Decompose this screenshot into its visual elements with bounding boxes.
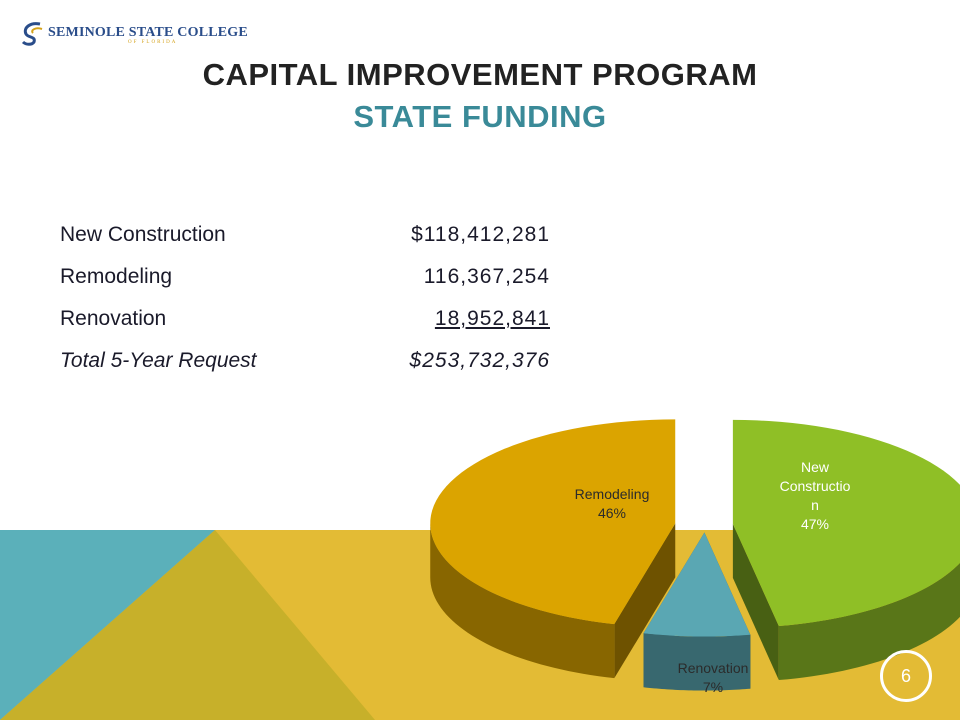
college-name: SEMINOLE STATE COLLEGE [48,25,248,40]
pie-label-line: n [811,497,819,513]
funding-amount: 116,367,254 [423,265,550,288]
funding-label: Total 5-Year Request [60,349,257,372]
funding-amount: $253,732,376 [409,349,550,372]
funding-label: Remodeling [60,265,173,288]
pie-label-line: New [800,459,830,475]
pie-label-line: Renovation [677,660,749,676]
funding-label: Renovation [60,307,167,330]
funding-label: New Construction [60,223,226,246]
pie-label-line: 47% [800,516,830,532]
college-state: OF FLORIDA [128,40,178,45]
funding-amount: 18,952,841 [434,307,550,330]
pie-slice-remodeling [430,419,675,678]
page-subtitle: STATE FUNDING [353,99,607,134]
pie-label-line: 7% [702,679,724,695]
pie-label-line: Remodeling [574,486,650,502]
page-title: CAPITAL IMPROVEMENT PROGRAM [202,57,758,92]
page-number-badge [880,650,932,702]
pie-label-line: 46% [597,505,627,521]
page-number: 6 [900,665,911,686]
pie-slice-new-construction [733,420,960,680]
funding-amount: $118,412,281 [411,223,550,246]
pie-label-line: Constructio [779,478,851,494]
